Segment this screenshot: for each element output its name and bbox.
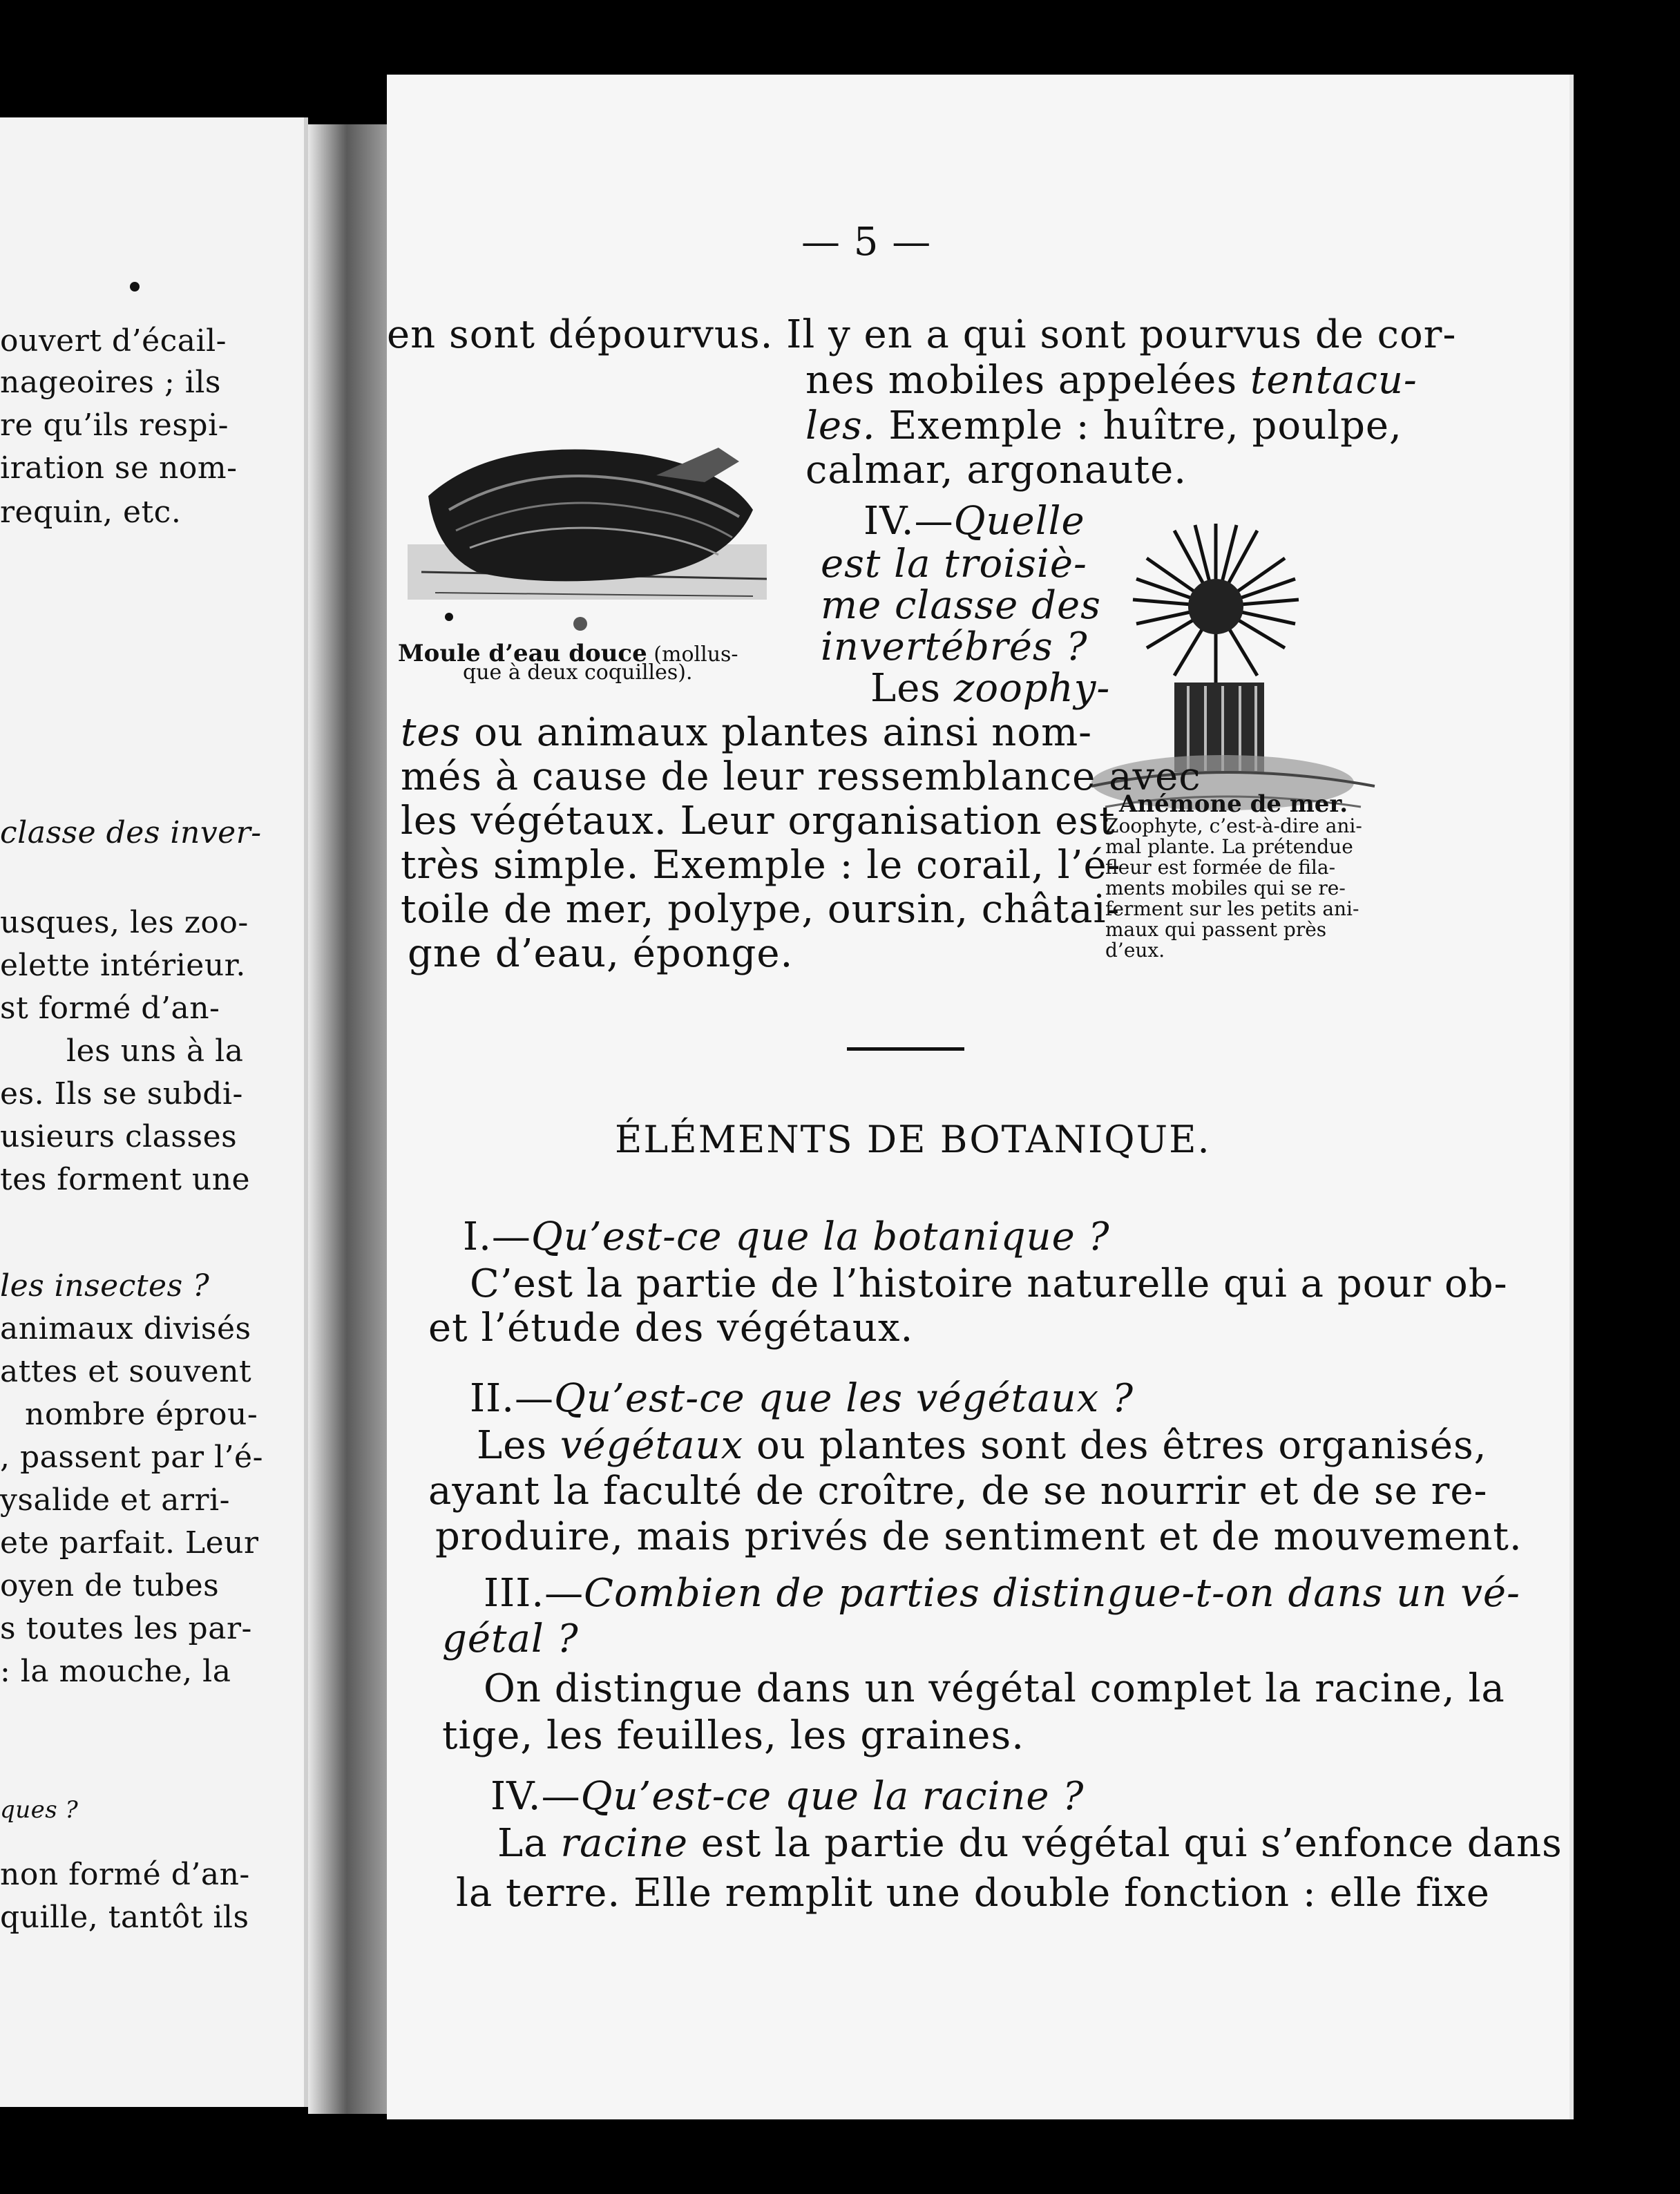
page-number: — 5 — [801,220,932,265]
anemone-caption-line: d’eux. [1105,939,1165,962]
left-line: usieurs classes [0,1119,238,1154]
left-line: , passent par l’é- [0,1440,263,1475]
question-text: Combien de parties distingue-t-on dans un vé- [584,1571,1520,1616]
text-span: zoophy- [953,666,1111,711]
question-text: Quelle [953,499,1085,544]
text-span: Les [477,1423,560,1468]
anemone-caption-line: ments mobiles qui se re- [1105,877,1346,899]
section-divider [847,1047,964,1051]
text-line: produire, mais privés de sentiment et de mouvement. [435,1514,1522,1559]
left-line: non formé d’an- [0,1857,250,1892]
question-label: I.— [463,1214,531,1259]
question-text: Qu’est-ce que la botanique ? [531,1214,1110,1259]
text-line: tige, les feuilles, les graines. [442,1713,1024,1758]
anemone-caption-line: Zoophyte, c’est-à-dire ani- [1105,814,1362,837]
left-line: usques, les zoo- [0,905,249,940]
left-line: ysalide et arri- [0,1482,230,1518]
question-label: II.— [470,1376,555,1421]
left-line: ouvert d’écail- [0,323,227,359]
ink-dot [130,282,140,292]
text-span: Exemple : huître, poulpe, [875,403,1402,448]
text-span: végétaux [560,1423,744,1468]
question-line [484,1571,1520,1616]
anemone-caption-title: Anémone de mer. [1119,790,1348,818]
section-title: ÉLÉMENTS DE BOTANIQUE. [615,1118,1211,1161]
left-line: classe des inver- [0,815,262,850]
text-span: tentacu- [1250,358,1418,403]
left-line: re qu’ils respi- [0,408,229,443]
text-line [805,358,1418,403]
question-text: est la troisiè- [821,542,1087,586]
question-text: invertébrés ? [821,624,1088,669]
left-line: nageoires ; ils [0,365,222,400]
text-span: ou plantes sont des êtres organisés, [743,1423,1487,1468]
anemone-caption-line: fleur est formée de fila- [1105,856,1336,879]
question-iv [863,499,1085,544]
left-line: es. Ils se subdi- [0,1076,243,1112]
left-line: ques ? [0,1796,79,1824]
mussel-caption-line2: que à deux coquilles). [463,660,693,685]
question-text: gétal ? [442,1616,579,1661]
caption-text: (mollus- [647,642,738,667]
question-line [470,1376,1134,1421]
left-line: elette intérieur. [0,948,246,983]
text-line: C’est la partie de l’histoire naturelle qui a pour ob- [470,1261,1508,1306]
question-line [463,1214,1110,1259]
text-span: Les [870,666,954,711]
text-line: toile de mer, polype, oursin, châtai- [401,887,1120,932]
text-span: les. [805,403,876,448]
text-span: La [497,1821,561,1866]
text-span: racine [560,1821,689,1866]
text-line: calmar, argonaute. [805,448,1187,493]
left-line: oyen de tubes [0,1568,220,1603]
text-span: est la partie du végétal qui s’enfonce dans [688,1821,1563,1866]
text-line: et l’étude des végétaux. [428,1306,914,1351]
caption-bold: Moule d’eau douce [398,640,647,667]
question-line [490,1774,1084,1819]
text-line: la terre. Elle remplit une double fonction : elle fixe [456,1871,1490,1916]
left-line: s toutes les par- [0,1611,252,1646]
text-line [497,1821,1563,1866]
text-line: més à cause de leur ressemblance avec [401,754,1201,799]
left-line: st formé d’an- [0,991,220,1026]
text-line: On distingue dans un végétal complet la racine, la [484,1666,1505,1711]
text-line [870,666,1110,711]
left-line: nombre éprou- [25,1397,258,1432]
text-line: ayant la faculté de croître, de se nourrir et de se re- [428,1469,1488,1514]
text-line [805,403,1402,448]
left-line: les uns à la [66,1033,244,1069]
question-text: me classe des [821,583,1101,628]
left-line: requin, etc. [0,495,182,530]
question-label: IV.— [490,1774,581,1819]
left-line: : la mouche, la [0,1654,231,1689]
text-line: très simple. Exemple : le corail, l’é- [401,843,1121,888]
question-label: IV.— [863,499,954,544]
mussel-illustration [394,406,781,655]
text-line: gne d’eau, éponge. [408,931,794,976]
question-text: Qu’est-ce que la racine ? [580,1774,1085,1819]
anemone-caption-line: maux qui passent près [1105,918,1327,941]
text-line: en sont dépourvus. Il y en a qui sont pourvus de cor- [387,312,1457,357]
question-text: Qu’est-ce que les végétaux ? [554,1376,1134,1421]
left-line: quille, tantôt ils [0,1900,249,1935]
text-line [477,1423,1487,1468]
question-label: III.— [484,1571,584,1616]
left-line: ete parfait. Leur [0,1525,259,1561]
text-line: les végétaux. Leur organisation est [401,799,1116,843]
left-line: attes et souvent [0,1354,252,1389]
left-line: iration se nom- [0,450,238,486]
left-line: animaux divisés [0,1311,251,1346]
left-line: tes forment une [0,1162,251,1197]
right-page [387,75,1569,2119]
text-span: nes mobiles appelées [805,358,1250,403]
text-span: tes [401,710,461,755]
left-page [0,117,308,2107]
text-span: ou animaux plantes ainsi nom- [461,710,1093,755]
anemone-caption-line: mal plante. La prétendue [1105,835,1353,858]
text-line [401,710,1092,755]
left-line: les insectes ? [0,1268,210,1304]
anemone-caption-line: ferment sur les petits ani- [1105,897,1359,920]
